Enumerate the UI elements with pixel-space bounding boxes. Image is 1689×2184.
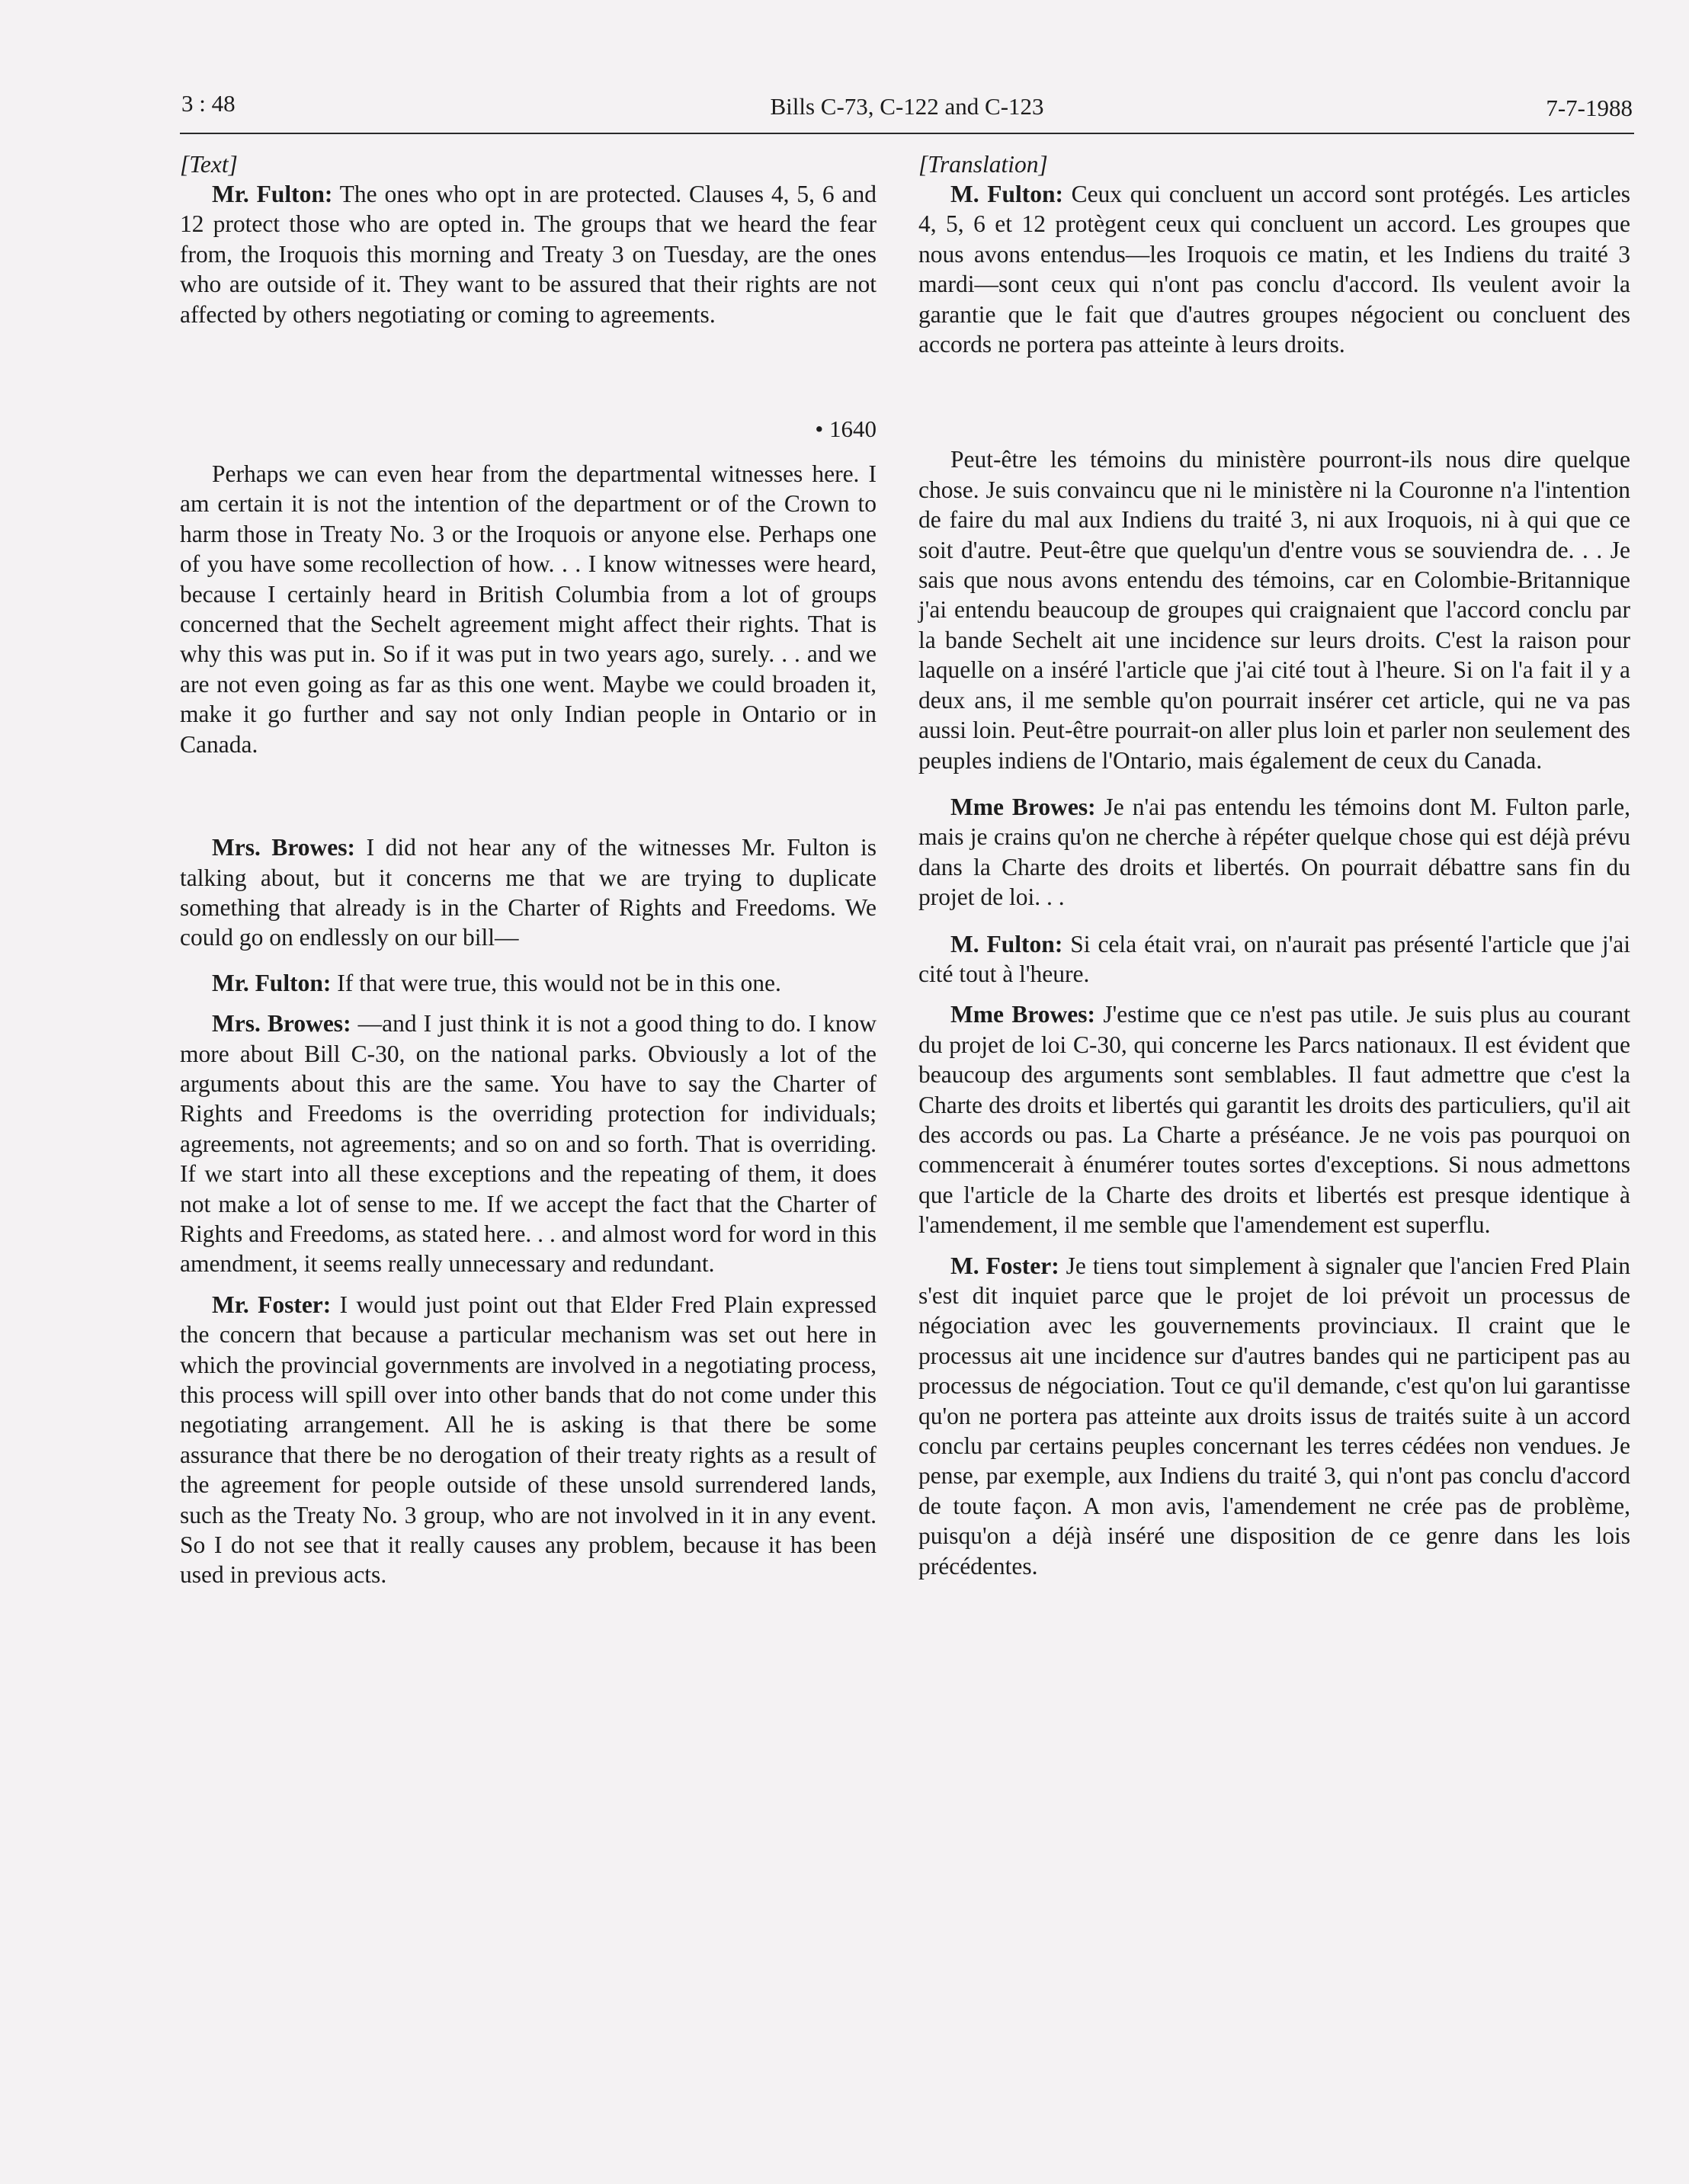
speech-text: Perhaps we can even hear from the departmental witnesses here. I am certain it is not the intention of the department or of the Crown to harm those in Treaty No. 3 or the Iroquois or anyone else. Perhaps one of you have some recollection of how. . . I know witnesses were heard, because I certainly heard in British Columbia from a lot of groups concerned that the Sechelt agreement might affect their rights. That is why this was put in. So if it was put in two years ago, surely. . . and we are not even going as far as this one went. Maybe we could broaden it, make it go further and say not only Indian people in Ontario or in Canada. bbox=[180, 460, 877, 758]
speech-text: Je tiens tout simplement à signaler que l'ancien Fred Plain s'est dit inquiet parce que le projet de loi prévoit un processus de négociation avec les gouvernements provinciaux. Il craint que le processus ait une incidence sur d'autres bandes qui ne participent pas au processus de négociation. Tout ce qu'il demande, c'est qu'on lui garantisse qu'on ne portera pas atteinte aux droits issus de traités suite à un accord conclu par certains peuples concernant les terres cédées non vendues. Je pense, par exemple, aux Indiens du traité 3, qui n'ont pas conclu d'accord de toute façon. A mon avis, l'amendement ne crée pas de problème, puisqu'on a déjà inséré une disposition de ce genre dans les lois précédentes. bbox=[918, 1252, 1631, 1579]
speech-text: I would just point out that Elder Fred Plain expressed the concern that because a particular mechanism was set out here in which the provincial governments are involved in a negotiating process, this process will spill over into other bands that do not come under this negotiating arrangement. All he is asking is that there be some assurance that there be no derogation of their treaty rights as a result of the agreement for people outside of these unsold surrendered lands, such as the Treaty No. 3 group, who are not involved in it in any event. So I do not see that it really causes any problem, because it has been used in previous acts. bbox=[180, 1291, 877, 1589]
french-column bbox=[918, 149, 1630, 1581]
page-number: 3 : 48 bbox=[181, 90, 236, 117]
paragraph bbox=[180, 968, 877, 998]
speech-text: The ones who opt in are protected. Clauses 4, 5, 6 and 12 protect those who are opted in. The groups that we heard the fear from, the Iroquois this morning and Treaty 3 on Tuesday, are the ones who are outside of it. They want to be assured that their rights are not affected by others negotiating or coming to agreements. bbox=[180, 181, 877, 328]
speaker-name: Mrs. Browes: bbox=[212, 1010, 351, 1037]
speech-text: Je n'ai pas entendu les témoins dont M. Fulton parle, mais je crains qu'on ne cherche à répéter quelque chose qui est déjà prévu dans la Charte des droits et libertés. On pourrait débattre sans fin du projet de loi. . . bbox=[918, 793, 1631, 911]
paragraph bbox=[180, 832, 877, 953]
paragraph bbox=[918, 929, 1630, 989]
speech-text: Peut-être les témoins du ministère pourront-ils nous dire quelque chose. Je suis convaincu que ni le ministère ni la Couronne n'a l'intention de faire du mal aux Indiens du traité 3, ni aux Iroquois, ni à qui que ce soit d'autre. Peut-être que quelqu'un d'entre vous se souviendra de. . . Je sais que nous avons entendu des témoins, car en Colombie-Britannique j'ai entendu beaucoup de groupes qui craignaient que l'accord conclu par la bande Sechelt ait une incidence sur leurs droits. C'est la raison pour laquelle on a inséré l'article que j'ai cité tout à l'heure. Si on l'a fait il y a deux ans, il me semble qu'on pourrait insérer cet article, qui ne va pas aussi loin. Peut-être pourrait-on aller plus loin et parler non seulement des peuples indiens de l'Ontario, mais également de ceux du Canada. bbox=[918, 446, 1630, 774]
paragraph bbox=[918, 999, 1630, 1240]
document-date: 7-7-1988 bbox=[1546, 95, 1633, 121]
speech-text: If that were true, this would not be in this one. bbox=[337, 969, 781, 996]
page-header bbox=[180, 85, 1634, 134]
speech-text: I did not hear any of the witnesses Mr. Fulton is talking about, but it concerns me that we are trying to duplicate something that already is in the Charter of Rights and Freedoms. We could go on endlessly on our bill— bbox=[180, 834, 877, 951]
section-label-translation: [Translation] bbox=[918, 151, 1048, 178]
speaker-name: Mr. Fulton: bbox=[212, 181, 333, 207]
paragraph bbox=[180, 179, 877, 329]
speaker-name: Mr. Foster: bbox=[212, 1291, 332, 1318]
speech-text: Si cela était vrai, on n'aurait pas présenté l'article que j'ai cité tout à l'heure. bbox=[918, 930, 1631, 987]
document-title: Bills C-73, C-122 and C-123 bbox=[770, 93, 1044, 120]
speech-text: J'estime que ce n'est pas utile. Je suis plus au courant du projet de loi C-30, qui concerne les Parcs nationaux. Il est évident que beaucoup des arguments sont semblables. Il faut admettre que c'est la Charte des droits et libertés qui garantit les droits des particuliers, qu'il ait des accords ou pas. La Charte a préséance. Je ne vois pas pourquoi on commencerait à énumérer toutes sortes d'exceptions. Si nous admettons que l'article de la Charte des droits et libertés est presque identique à l'amendement, il me semble que l'amendement est superflu. bbox=[918, 1001, 1631, 1239]
speaker-name: M. Foster: bbox=[950, 1252, 1059, 1279]
speaker-name: Mme Browes: bbox=[950, 1001, 1095, 1028]
paragraph bbox=[180, 1009, 877, 1279]
speech-text: Ceux qui concluent un accord sont protégés. Les articles 4, 5, 6 et 12 protègent ceux qui concluent un accord. Les groupes que nous avons entendus—les Iroquois ce matin, et les Indiens du traité 3 mardi—sont ceux qui n'ont pas conclu d'accord. Ils veulent avoir la garantie que le fait que d'autres groupes négocient ou concluent des accords ne portera pas atteinte à leurs droits. bbox=[918, 181, 1630, 358]
speech-text: —and I just think it is not a good thing to do. I know more about Bill C-30, on the national parks. Obviously a lot of the arguments about this are the same. You have to say the Charter of Rights and Freedoms is the overriding protection for individuals; agreements, not agreements; and so on and so forth. That is overriding. If we start into all these exceptions and the repeating of them, it does not make a lot of sense to me. If we accept the fact that the Charter of Rights and Freedoms, as stated here. . . and almost word for word in this amendment, it seems really unnecessary and redundant. bbox=[180, 1010, 877, 1278]
time-marker: • 1640 bbox=[815, 415, 877, 443]
speaker-name: Mrs. Browes: bbox=[212, 834, 356, 861]
section-label-text: [Text] bbox=[180, 151, 238, 178]
speaker-name: Mr. Fulton: bbox=[212, 969, 332, 996]
speaker-name: M. Fulton: bbox=[950, 181, 1064, 207]
paragraph bbox=[180, 459, 877, 759]
paragraph bbox=[918, 792, 1630, 912]
paragraph bbox=[918, 179, 1630, 359]
speaker-name: Mme Browes: bbox=[950, 793, 1096, 820]
paragraph bbox=[918, 1251, 1630, 1581]
paragraph bbox=[180, 1290, 877, 1590]
paragraph bbox=[918, 444, 1630, 775]
english-column bbox=[180, 149, 877, 1590]
speaker-name: M. Fulton: bbox=[950, 930, 1063, 957]
